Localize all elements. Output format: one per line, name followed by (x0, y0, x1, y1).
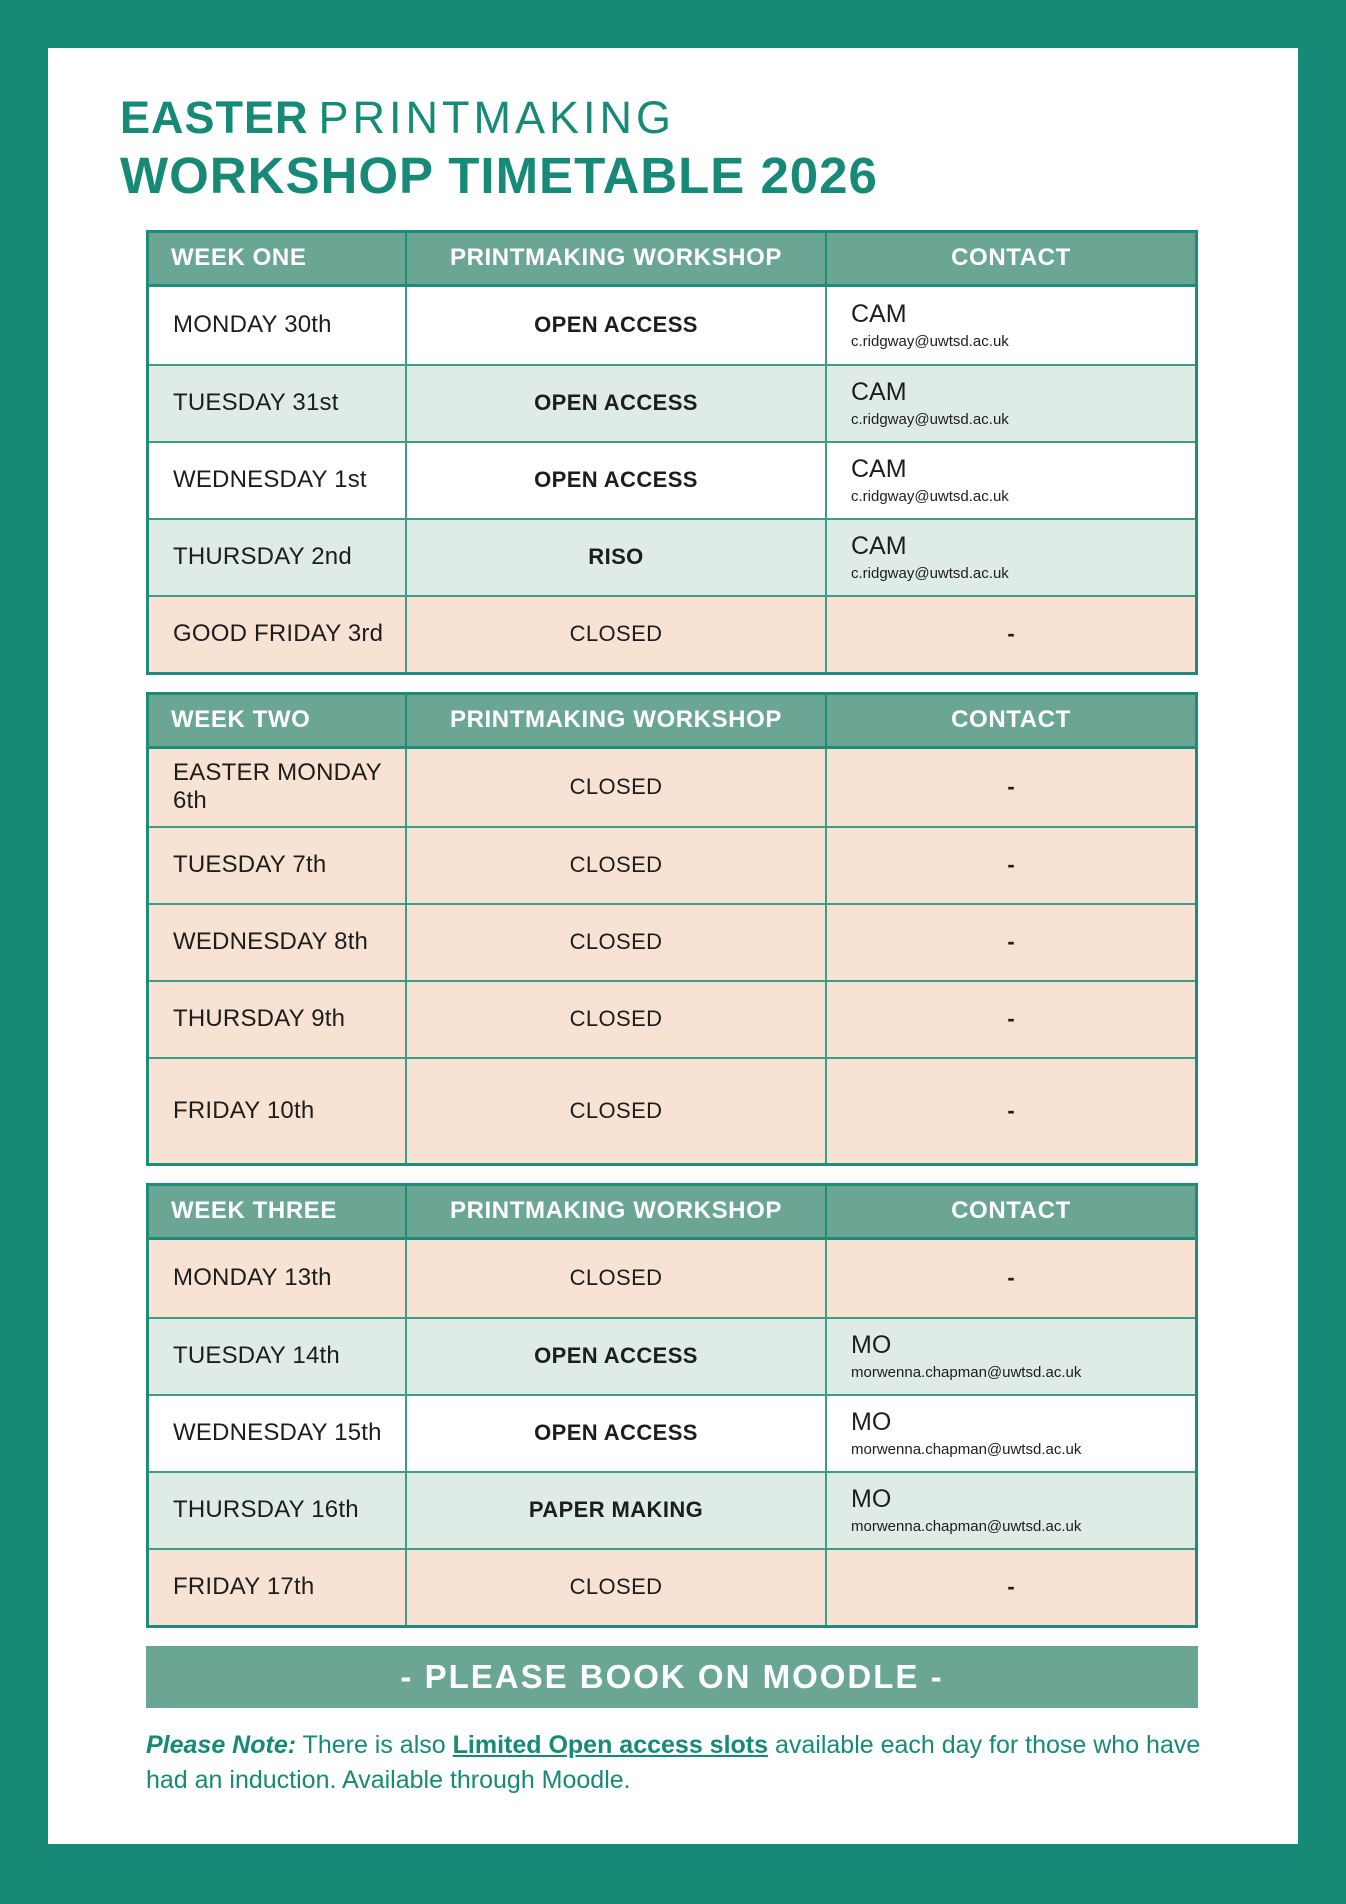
contact-cell (827, 443, 1195, 518)
day-cell: WEDNESDAY 8th (173, 928, 369, 956)
contact-name: MO (851, 1408, 892, 1437)
table-row (149, 364, 1195, 441)
title-easter: EASTER (120, 92, 309, 143)
workshop-cell: CLOSED (405, 1240, 827, 1317)
contact-name: CAM (851, 532, 907, 561)
contact-name: MO (851, 1485, 892, 1514)
title-line-2: WORKSHOP TIMETABLE 2026 (120, 146, 878, 204)
table-row (149, 1471, 1195, 1548)
contact-email: c.ridgway@uwtsd.ac.uk (851, 565, 1009, 583)
table-row (149, 1394, 1195, 1471)
note-link[interactable]: Limited Open access slots (452, 1730, 769, 1759)
contact-email: morwenna.chapman@uwtsd.ac.uk (851, 1518, 1082, 1536)
page-title (120, 92, 1298, 204)
title-line-1 (120, 92, 1298, 144)
title-printmaking: PRINTMAKING (318, 92, 676, 143)
table-row (149, 980, 1195, 1057)
day-cell: THURSDAY 16th (173, 1496, 359, 1524)
table-header-row (149, 695, 1195, 749)
contact-name: MO (851, 1331, 892, 1360)
timetables (120, 230, 1298, 1628)
workshop-cell: OPEN ACCESS (405, 287, 827, 364)
table-row (149, 903, 1195, 980)
workshop-cell: CLOSED (405, 828, 827, 903)
table-row (149, 287, 1195, 364)
week-label: WEEK THREE (171, 1197, 338, 1225)
table-row (149, 595, 1195, 672)
contact-email: morwenna.chapman@uwtsd.ac.uk (851, 1364, 1082, 1382)
table-row (149, 1240, 1195, 1317)
page (48, 48, 1298, 1844)
contact-name: CAM (851, 378, 907, 407)
table-row (149, 441, 1195, 518)
workshop-cell: OPEN ACCESS (405, 366, 827, 441)
contact-name: CAM (851, 455, 907, 484)
col-header-workshop: PRINTMAKING WORKSHOP (405, 1186, 827, 1237)
day-cell: THURSDAY 9th (173, 1005, 346, 1033)
contact-cell (827, 1473, 1195, 1548)
timetable-week-3 (146, 1183, 1198, 1628)
contact-cell: - (1007, 1006, 1015, 1032)
contact-email: morwenna.chapman@uwtsd.ac.uk (851, 1441, 1082, 1459)
day-cell: GOOD FRIDAY 3rd (173, 620, 384, 648)
note-text-before: There is also (296, 1730, 453, 1759)
workshop-cell: RISO (405, 520, 827, 595)
table-row (149, 518, 1195, 595)
contact-cell (827, 287, 1195, 364)
contact-email: c.ridgway@uwtsd.ac.uk (851, 411, 1009, 429)
col-header-contact: CONTACT (951, 1197, 1071, 1225)
workshop-cell: PAPER MAKING (405, 1473, 827, 1548)
col-header-contact: CONTACT (951, 244, 1071, 272)
table-row (149, 1317, 1195, 1394)
workshop-cell: CLOSED (405, 597, 827, 672)
day-cell: MONDAY 30th (173, 311, 332, 339)
table-row (149, 1548, 1195, 1625)
col-header-contact: CONTACT (951, 706, 1071, 734)
day-cell: TUESDAY 14th (173, 1342, 340, 1370)
note-label: Please Note: (146, 1730, 297, 1759)
table-row (149, 1057, 1195, 1163)
workshop-cell: OPEN ACCESS (405, 443, 827, 518)
day-cell: WEDNESDAY 15th (173, 1419, 382, 1447)
workshop-cell: OPEN ACCESS (405, 1396, 827, 1471)
week-label: WEEK TWO (171, 706, 311, 734)
contact-cell: - (1007, 1097, 1015, 1123)
contact-cell: - (1007, 929, 1015, 955)
workshop-cell: CLOSED (405, 749, 827, 826)
workshop-cell: CLOSED (405, 905, 827, 980)
table-row (149, 749, 1195, 826)
contact-cell (827, 1396, 1195, 1471)
table-header-row (149, 1186, 1195, 1240)
contact-cell (827, 520, 1195, 595)
day-cell: WEDNESDAY 1st (173, 466, 367, 494)
workshop-cell: CLOSED (405, 1059, 827, 1163)
workshop-cell: OPEN ACCESS (405, 1319, 827, 1394)
table-header-row (149, 233, 1195, 287)
contact-email: c.ridgway@uwtsd.ac.uk (851, 333, 1009, 351)
day-cell: FRIDAY 10th (173, 1096, 315, 1124)
week-label: WEEK ONE (171, 244, 307, 272)
day-cell: FRIDAY 17th (173, 1573, 315, 1601)
note-text-after: available each day for those who have had an induction. Available through Moodle. (146, 1730, 1201, 1794)
contact-name: CAM (851, 300, 907, 329)
timetable-week-1 (146, 230, 1198, 675)
contact-email: c.ridgway@uwtsd.ac.uk (851, 488, 1009, 506)
workshop-cell: CLOSED (405, 1550, 827, 1625)
timetable-week-2 (146, 692, 1198, 1166)
contact-cell: - (1007, 774, 1015, 800)
col-header-workshop: PRINTMAKING WORKSHOP (405, 695, 827, 746)
day-cell: TUESDAY 31st (173, 389, 339, 417)
table-row (149, 826, 1195, 903)
contact-cell (827, 1319, 1195, 1394)
day-cell: TUESDAY 7th (173, 851, 327, 879)
contact-cell: - (1007, 621, 1015, 647)
contact-cell: - (1007, 852, 1015, 878)
contact-cell (827, 366, 1195, 441)
contact-cell: - (1007, 1574, 1015, 1600)
day-cell: THURSDAY 2nd (173, 543, 352, 571)
workshop-cell: CLOSED (405, 982, 827, 1057)
contact-cell: - (1007, 1265, 1015, 1291)
col-header-workshop: PRINTMAKING WORKSHOP (405, 233, 827, 284)
moodle-banner: - PLEASE BOOK ON MOODLE - (146, 1646, 1198, 1708)
footer-note (146, 1728, 1216, 1798)
day-cell: EASTER MONDAY 6th (173, 759, 382, 815)
day-cell: MONDAY 13th (173, 1264, 332, 1292)
